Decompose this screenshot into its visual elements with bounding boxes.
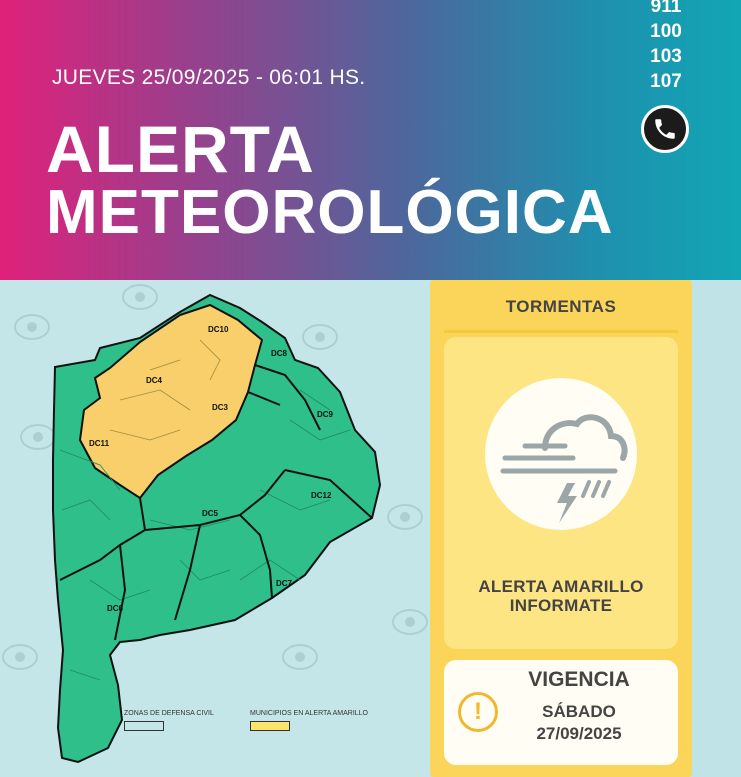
title-line-2: METEOROLÓGICA: [46, 178, 614, 247]
validity-day: SÁBADO: [542, 702, 616, 721]
legend-alert-swatch: [250, 721, 290, 731]
alert-level-text: [444, 577, 678, 615]
phone-number[interactable]: 100: [650, 21, 682, 42]
validity-title: VIGENCIA: [528, 668, 630, 691]
zone-label-dc9: DC9: [317, 410, 334, 419]
storm-cloud-icon: [485, 378, 637, 530]
legend-zones-label: ZONAS DE DEFENSA CIVIL: [124, 710, 214, 717]
validity-card: [444, 660, 678, 765]
map-area: [0, 280, 430, 777]
province-map: [0, 280, 430, 777]
alert-info: INFORMATE: [509, 596, 613, 615]
zone-label-dc7: DC7: [276, 579, 293, 588]
zone-label-dc5: DC5: [202, 509, 219, 518]
zone-label-dc3: DC3: [212, 403, 229, 412]
header-banner: [0, 0, 741, 280]
legend-zones-swatch: [124, 721, 164, 731]
exclamation-icon: !: [458, 692, 498, 732]
zone-label-dc6: DC6: [107, 604, 124, 613]
icon-circle: [485, 378, 637, 530]
alert-panel: [430, 280, 692, 777]
panel-title: TORMENTAS: [505, 297, 617, 316]
legend-alert-label: MUNICIPIOS EN ALERTA AMARILLO: [250, 710, 368, 717]
zone-label-dc11: DC11: [89, 439, 110, 448]
zone-label-dc10: DC10: [208, 325, 229, 334]
zone-label-dc12: DC12: [311, 491, 332, 500]
alert-date: JUEVES 25/09/2025 - 06:01 HS.: [52, 66, 366, 89]
phone-number[interactable]: 103: [650, 46, 682, 67]
divider: [444, 330, 678, 333]
zone-label-dc4: DC4: [146, 376, 163, 385]
validity-date: 27/09/2025: [536, 724, 622, 743]
title-line-1: ALERTA: [46, 112, 315, 186]
phone-number[interactable]: 107: [650, 71, 682, 92]
zone-label-dc8: DC8: [271, 349, 288, 358]
emergency-numbers: [636, 0, 696, 94]
alert-card: [444, 337, 678, 649]
phone-button[interactable]: [641, 105, 689, 153]
phone-number[interactable]: 911: [650, 0, 682, 17]
phone-icon: [652, 116, 678, 142]
alert-level: ALERTA AMARILLO: [478, 577, 644, 596]
